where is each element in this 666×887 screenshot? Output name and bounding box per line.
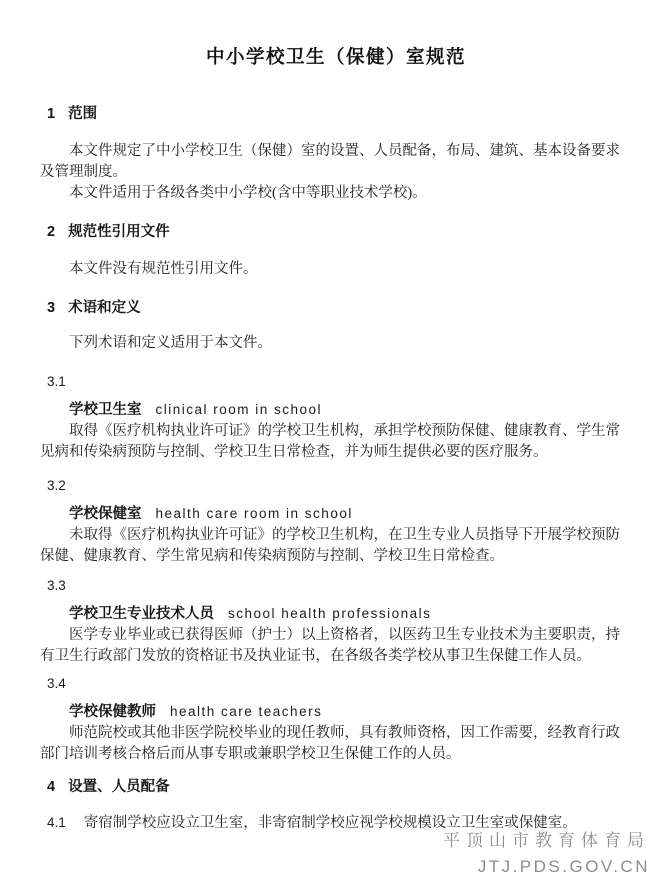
section-number: 4 [47, 779, 56, 795]
term-name-line [40, 399, 632, 421]
term-name-line [40, 701, 632, 723]
scope-paragraphs [40, 141, 632, 204]
section-number: 2 [47, 224, 56, 240]
term-zh-label: 学校卫生专业技术人员 [69, 606, 214, 622]
term-id-3-3: 3.3 [47, 578, 66, 593]
section-heading-scope [40, 104, 632, 125]
clause-text: 寄宿制学校应设立卫生室，非寄宿制学校应视学校规模设立卫生室或保健室。 [83, 815, 577, 831]
term-definition: 医学专业毕业或已获得医师（护士）以上资格者，以医药卫生专业技术为主要职责，持有卫生行政部门发放的资格证书及执业证书，在各级各类学校从事卫生保健工作人员。 [40, 627, 620, 664]
term-zh-label: 学校保健教师 [69, 704, 156, 720]
term-id-3-4: 3.4 [47, 676, 66, 691]
term-definition: 师范院校或其他非医学院校毕业的现任教师，具有教师资格，因工作需要，经教育行政部门培训考核合格后而从事专职或兼职学校卫生保健工作的人员。 [40, 725, 620, 762]
scope-paragraph-1: 本文件规定了中小学校卫生（保健）室的设置、人员配备，布局、建筑、基本设备要求及管理制度。 [40, 143, 620, 180]
document-title: 中小学校卫生（保健）室规范 [205, 46, 466, 67]
term-id-3-1: 3.1 [47, 374, 66, 389]
watermark-agency-name: 平顶山市教育体育局 [443, 831, 650, 850]
term-definition: 未取得《医疗机构执业许可证》的学校卫生机构，在卫生专业人员指导下开展学校预防保健、健康教育、学生常见病和传染病预防与控制、学校卫生日常检查。 [40, 527, 620, 564]
term-en-label: health care teachers [170, 704, 323, 719]
watermark-domain: JTJ.PDS.GOV.CN [477, 857, 650, 876]
section-heading-setup [40, 777, 632, 798]
term-definition: 取得《医疗机构执业许可证》的学校卫生机构，承担学校预防保健、健康教育、学生常见病和传染病预防与控制、学校卫生日常检查，并为师生提供必要的医疗服务。 [40, 423, 620, 460]
section-number: 3 [47, 300, 56, 316]
section-label: 设置、人员配备 [68, 779, 170, 795]
section-label: 术语和定义 [68, 300, 141, 316]
term-zh-label: 学校保健室 [69, 506, 142, 522]
section-label: 范围 [68, 106, 98, 122]
normative-refs-paragraph: 本文件没有规范性引用文件。 [69, 261, 258, 277]
term-id-3-2: 3.2 [47, 478, 66, 493]
clause-number: 4.1 [47, 815, 66, 830]
section-heading-normative-refs [40, 222, 632, 243]
term-en-label: clinical room in school [155, 402, 323, 417]
watermark [443, 828, 650, 880]
term-name-line [40, 603, 632, 625]
section-number: 1 [47, 106, 56, 122]
section-heading-terms [40, 298, 632, 319]
terms-intro-paragraph: 下列术语和定义适用于本文件。 [69, 335, 272, 351]
term-en-label: health care room in school [155, 506, 353, 521]
term-zh-label: 学校卫生室 [69, 402, 142, 418]
term-en-label: school health professionals [228, 606, 432, 621]
scope-paragraph-2: 本文件适用于各级各类中小学校(含中等职业技术学校)。 [69, 185, 427, 201]
term-name-line [40, 503, 632, 525]
section-label: 规范性引用文件 [68, 224, 170, 240]
